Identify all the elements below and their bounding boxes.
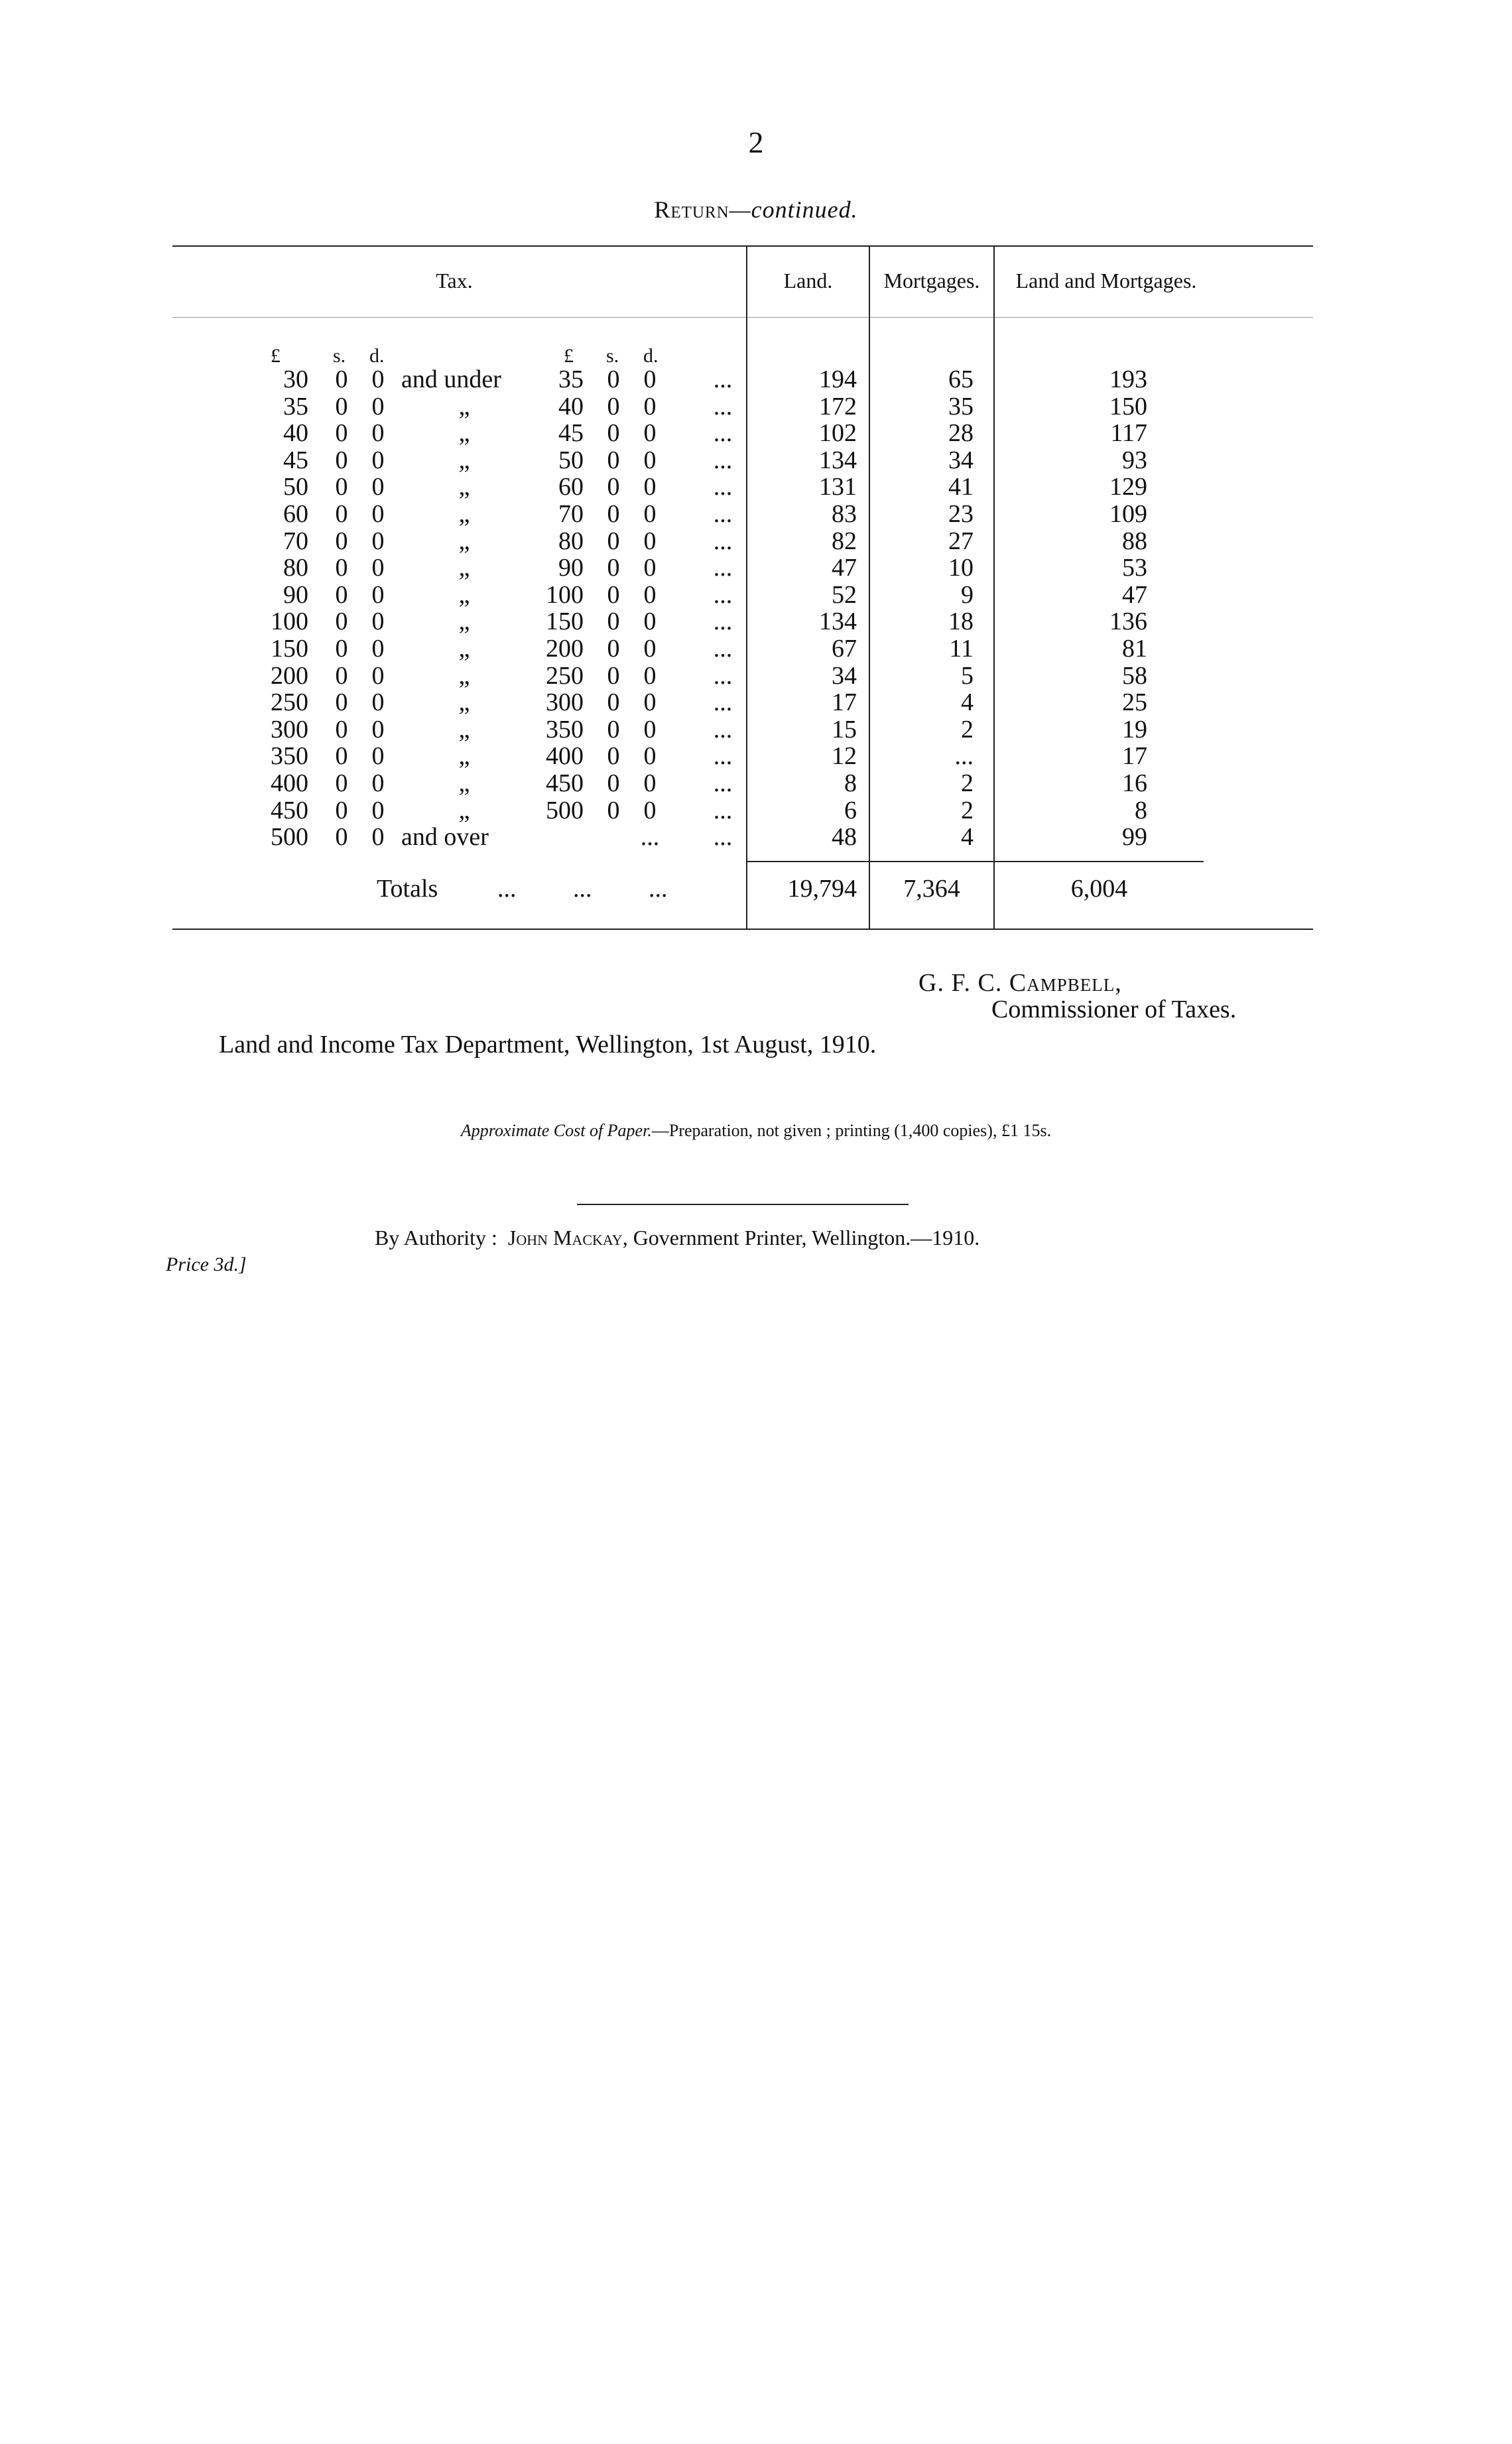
- cell-tax-to-pence: 0: [643, 527, 657, 555]
- cell-tax-from-shillings: 0: [335, 715, 348, 743]
- cell-tax-conjunction: „: [458, 715, 470, 743]
- cell-tax-to-shillings: 0: [607, 446, 620, 474]
- cell-tax-to-pence: 0: [643, 661, 657, 690]
- table-row: [0, 824, 1512, 851]
- cell-tax-to-shillings: 0: [607, 608, 620, 636]
- totals-mortgages: 7,364: [903, 875, 960, 903]
- cell-tax-from-pounds: 40: [283, 419, 308, 448]
- cell-mortgages: ...: [954, 742, 974, 771]
- cell-land-and-mortgages: 88: [1122, 527, 1147, 555]
- cell-tax-from-pence: 0: [371, 715, 385, 743]
- cell-tax-from-pounds: 500: [271, 823, 308, 852]
- signature-title: Commissioner of Taxes.: [991, 996, 1237, 1023]
- cell-tax-from-pounds: 45: [283, 446, 308, 474]
- cell-land-and-mortgages: 193: [1109, 365, 1147, 393]
- cell-tax-from-shillings: 0: [335, 580, 348, 609]
- totals-label: Totals: [377, 875, 438, 903]
- cell-tax-to-pence: 0: [643, 500, 657, 528]
- cell-land: 172: [819, 392, 857, 420]
- cell-tax-to-pounds: 50: [558, 446, 584, 474]
- cell-tax-conjunction: „: [458, 446, 470, 474]
- cell-leader-dots: ...: [713, 554, 733, 582]
- cell-tax-to-shillings: 0: [607, 742, 620, 771]
- price-note: Price 3d.]: [166, 1254, 247, 1275]
- cell-tax-conjunction: „: [458, 661, 470, 690]
- cell-leader-dots: ...: [713, 635, 733, 663]
- cell-land-and-mortgages: 109: [1109, 500, 1147, 528]
- cell-land: 48: [832, 823, 857, 852]
- cell-leader-dots: ...: [713, 608, 733, 636]
- cell-tax-from-pounds: 150: [271, 635, 308, 663]
- cell-mortgages: 28: [948, 419, 974, 448]
- cell-tax-conjunction: „: [458, 392, 470, 420]
- table-row: [0, 528, 1512, 555]
- cost-note: [0, 1121, 1512, 1141]
- cell-mortgages: 9: [961, 580, 974, 609]
- cell-land: 134: [819, 608, 857, 636]
- cell-tax-from-pence: 0: [371, 473, 385, 501]
- cell-land-and-mortgages: 117: [1110, 419, 1147, 448]
- cell-tax-from-pence: 0: [371, 500, 385, 528]
- cost-note-text: —Preparation, not given ; printing (1,400 copies), £1 15s.: [651, 1121, 1052, 1140]
- cell-land-and-mortgages: 99: [1122, 823, 1147, 852]
- cell-tax-to-shillings: 0: [607, 365, 620, 393]
- table-row: [0, 582, 1512, 609]
- signature-name: [918, 968, 1122, 997]
- cell-tax-from-pence: 0: [371, 769, 385, 797]
- cell-leader-dots: ...: [713, 392, 733, 420]
- cell-tax-from-pounds: 50: [283, 473, 308, 501]
- cell-leader-dots: ...: [713, 419, 733, 448]
- cell-tax-from-pounds: 100: [271, 608, 308, 636]
- cell-tax-conjunction: „: [458, 635, 470, 663]
- header-land: Land.: [783, 269, 833, 292]
- table-row: [0, 608, 1512, 635]
- cell-tax-to-pounds: 80: [558, 527, 584, 555]
- cell-tax-to-pence: 0: [643, 796, 657, 824]
- cell-tax-from-pence: 0: [371, 742, 385, 771]
- cell-land: 15: [832, 715, 857, 743]
- cell-tax-to-shillings: 0: [607, 769, 620, 797]
- cell-tax-from-pounds: 250: [271, 688, 308, 717]
- cell-tax-to-shillings: 0: [607, 715, 620, 743]
- cell-tax-conjunction: „: [458, 769, 470, 797]
- cell-leader-dots: ...: [713, 715, 733, 743]
- cell-tax-from-shillings: 0: [335, 473, 348, 501]
- cell-leader-dots: ...: [713, 580, 733, 609]
- unit-shilling-to: s.: [606, 345, 619, 367]
- cell-tax-to-shillings: 0: [607, 796, 620, 824]
- cell-mortgages: 34: [948, 446, 974, 474]
- cell-tax-from-pence: 0: [371, 796, 385, 824]
- cell-tax-from-pence: 0: [371, 580, 385, 609]
- authority-line: [375, 1226, 979, 1250]
- cell-leader-dots: ...: [713, 688, 733, 717]
- signature-surname: Campbell,: [1009, 969, 1122, 997]
- cell-leader-dots: ...: [713, 365, 733, 393]
- table-row: [0, 420, 1512, 447]
- cell-tax-from-pounds: 35: [283, 392, 308, 420]
- cell-land: 34: [832, 661, 857, 690]
- cell-mortgages: 4: [961, 823, 974, 852]
- cell-tax-from-pence: 0: [371, 392, 385, 420]
- cell-land-and-mortgages: 25: [1122, 688, 1147, 717]
- cell-tax-conjunction: and over: [401, 823, 489, 852]
- cell-tax-from-shillings: 0: [335, 688, 348, 717]
- title-continued: —continued.: [729, 196, 858, 223]
- cell-tax-to-pounds: 35: [558, 365, 584, 393]
- cell-land: 131: [819, 473, 857, 501]
- cell-tax-to-pence: 0: [643, 365, 657, 393]
- cell-land: 83: [832, 500, 857, 528]
- cell-tax-to-shillings: 0: [607, 500, 620, 528]
- cell-tax-from-pence: 0: [371, 527, 385, 555]
- header-tax: Tax.: [436, 269, 473, 292]
- cell-land: 17: [832, 688, 857, 717]
- cell-tax-to-pounds: 450: [546, 769, 584, 797]
- cell-land-and-mortgages: 17: [1122, 742, 1147, 771]
- cell-leader-dots: ...: [713, 742, 733, 771]
- cell-land-and-mortgages: 93: [1122, 446, 1147, 474]
- cell-mortgages: 23: [948, 500, 974, 528]
- cell-land: 82: [832, 527, 857, 555]
- cell-tax-from-shillings: 0: [335, 608, 348, 636]
- cell-land: 67: [832, 635, 857, 663]
- table-row: [0, 663, 1512, 690]
- cell-tax-from-pounds: 400: [271, 769, 308, 797]
- cell-tax-from-pence: 0: [371, 688, 385, 717]
- cell-tax-conjunction: „: [458, 554, 470, 582]
- cell-tax-from-pounds: 300: [271, 715, 308, 743]
- cell-tax-from-shillings: 0: [335, 527, 348, 555]
- cell-tax-from-pence: 0: [371, 635, 385, 663]
- cell-tax-from-pence: 0: [371, 554, 385, 582]
- table-row: [0, 689, 1512, 716]
- table-row: [0, 474, 1512, 501]
- cell-tax-to-shillings: 0: [607, 635, 620, 663]
- cell-tax-from-pounds: 450: [271, 796, 308, 824]
- cell-tax-to-pounds: 40: [558, 392, 584, 420]
- cell-tax-conjunction: „: [458, 580, 470, 609]
- authority-prefix: By Authority :: [375, 1226, 508, 1250]
- cell-tax-from-shillings: 0: [335, 661, 348, 690]
- cell-tax-to-pounds: 250: [546, 661, 584, 690]
- cell-land: 194: [819, 365, 857, 393]
- cell-tax-conjunction: „: [458, 608, 470, 636]
- cell-tax-from-pounds: 80: [283, 554, 308, 582]
- cell-tax-conjunction: and under: [401, 365, 501, 393]
- cell-mortgages: 5: [961, 661, 974, 690]
- cell-tax-to-pence: 0: [643, 688, 657, 717]
- cell-tax-to-pence: 0: [643, 446, 657, 474]
- page-number: 2: [748, 125, 764, 159]
- cell-leader-dots: ...: [713, 769, 733, 797]
- cell-tax-to-pence: 0: [643, 742, 657, 771]
- cell-leader-dots: ...: [713, 823, 733, 852]
- cell-land-and-mortgages: 53: [1122, 554, 1147, 582]
- cell-tax-to-pounds: 300: [546, 688, 584, 717]
- cell-tax-from-shillings: 0: [335, 392, 348, 420]
- cell-mortgages: 41: [948, 473, 974, 501]
- cell-land-and-mortgages: 150: [1109, 392, 1147, 420]
- cell-land-and-mortgages: 8: [1135, 796, 1147, 824]
- cell-land: 12: [832, 742, 857, 771]
- cell-mortgages: 2: [961, 715, 974, 743]
- cell-mortgages: 27: [948, 527, 974, 555]
- totals-dots: ... ... ...: [497, 875, 668, 903]
- cell-tax-to-pounds: 150: [546, 608, 584, 636]
- cell-tax-conjunction: „: [458, 419, 470, 448]
- cell-land: 8: [844, 769, 857, 797]
- cell-tax-conjunction: „: [458, 742, 470, 771]
- cell-mortgages: 2: [961, 796, 974, 824]
- cell-tax-conjunction: „: [458, 796, 470, 824]
- cell-tax-from-pence: 0: [371, 823, 385, 852]
- unit-shilling-from: s.: [333, 345, 346, 367]
- header-mortgages: Mortgages.: [883, 269, 980, 292]
- title-return: Return: [654, 196, 729, 223]
- table-row: [0, 743, 1512, 770]
- cell-tax-conjunction: „: [458, 473, 470, 501]
- table-row: [0, 770, 1512, 797]
- authority-suffix: , Government Printer, Wellington.—1910.: [622, 1226, 980, 1250]
- cell-leader-dots: ...: [713, 500, 733, 528]
- cell-tax-from-pence: 0: [371, 365, 385, 393]
- cell-mortgages: 2: [961, 769, 974, 797]
- cell-tax-conjunction: „: [458, 688, 470, 717]
- cell-land-and-mortgages: 136: [1109, 608, 1147, 636]
- cell-leader-dots: ...: [713, 796, 733, 824]
- cell-land-and-mortgages: 47: [1122, 580, 1147, 609]
- table-top-rule: [172, 245, 1313, 247]
- footer-rule: [577, 1204, 909, 1205]
- table-row: [0, 447, 1512, 474]
- unit-pound-to: £: [564, 345, 574, 367]
- cell-land-and-mortgages: 19: [1122, 715, 1147, 743]
- table-row: [0, 366, 1512, 393]
- cell-tax-to-pounds: 100: [546, 580, 584, 609]
- cell-land-and-mortgages: 129: [1109, 473, 1147, 501]
- authority-printer: John Mackay: [507, 1226, 623, 1250]
- cell-land: 47: [832, 554, 857, 582]
- cell-tax-from-pounds: 60: [283, 500, 308, 528]
- signature-initials: G. F. C.: [918, 969, 1009, 997]
- cell-tax-from-pence: 0: [371, 661, 385, 690]
- cell-tax-to-pounds: 70: [558, 500, 584, 528]
- cell-land-and-mortgages: 58: [1122, 661, 1147, 690]
- cell-tax-to-pence: 0: [643, 715, 657, 743]
- table-row: [0, 635, 1512, 663]
- unit-pence-from: d.: [369, 345, 385, 367]
- cell-tax-to-pence: 0: [643, 473, 657, 501]
- cell-tax-from-pounds: 70: [283, 527, 308, 555]
- cell-tax-to-pence: 0: [643, 580, 657, 609]
- cell-land: 102: [819, 419, 857, 448]
- table-bottom-rule: [172, 929, 1313, 930]
- cell-tax-to-shillings: 0: [607, 473, 620, 501]
- cell-tax-from-shillings: 0: [335, 419, 348, 448]
- unit-pence-to: d.: [643, 345, 659, 367]
- cell-tax-to-pounds: 350: [546, 715, 584, 743]
- cell-tax-to-pounds: 90: [558, 554, 584, 582]
- header-land-and-mortgages: Land and Mortgages.: [1015, 269, 1197, 292]
- cell-land-and-mortgages: 16: [1122, 769, 1147, 797]
- cell-mortgages: 18: [948, 608, 974, 636]
- cell-tax-conjunction: „: [458, 500, 470, 528]
- cell-tax-to-shillings: 0: [607, 661, 620, 690]
- cell-tax-from-pounds: 90: [283, 580, 308, 609]
- cell-land: 52: [832, 580, 857, 609]
- cell-mortgages: 10: [948, 554, 974, 582]
- cell-tax-from-shillings: 0: [335, 446, 348, 474]
- cell-tax-from-pounds: 200: [271, 661, 308, 690]
- cell-tax-to-pounds: 400: [546, 742, 584, 771]
- cell-tax-to-pounds: 200: [546, 635, 584, 663]
- cell-tax-from-shillings: 0: [335, 554, 348, 582]
- cell-tax-to-pence: 0: [643, 419, 657, 448]
- department-line: Land and Income Tax Department, Wellington, 1st August, 1910.: [219, 1031, 877, 1059]
- cell-tax-to-pence: ...: [640, 823, 660, 852]
- unit-pound-from: £: [271, 345, 281, 367]
- cell-tax-to-pence: 0: [643, 608, 657, 636]
- cell-tax-to-shillings: 0: [607, 527, 620, 555]
- cell-tax-from-shillings: 0: [335, 635, 348, 663]
- cell-tax-from-shillings: 0: [335, 796, 348, 824]
- table-row: [0, 797, 1512, 824]
- table-row: [0, 554, 1512, 582]
- cell-tax-to-pence: 0: [643, 392, 657, 420]
- cell-leader-dots: ...: [713, 446, 733, 474]
- totals-land: 19,794: [787, 875, 857, 903]
- cell-mortgages: 4: [961, 688, 974, 717]
- cell-tax-from-pounds: 30: [283, 365, 308, 393]
- cell-mortgages: 11: [949, 635, 974, 663]
- cell-mortgages: 35: [948, 392, 974, 420]
- cell-tax-from-shillings: 0: [335, 365, 348, 393]
- cell-tax-to-shillings: 0: [607, 688, 620, 717]
- cell-tax-from-pence: 0: [371, 608, 385, 636]
- cell-tax-to-shillings: 0: [607, 419, 620, 448]
- cell-mortgages: 65: [948, 365, 974, 393]
- cell-land-and-mortgages: 81: [1122, 635, 1147, 663]
- table-row: [0, 501, 1512, 528]
- cell-tax-to-shillings: 0: [607, 392, 620, 420]
- page-title: [0, 196, 1512, 224]
- cost-note-label: Approximate Cost of Paper.: [460, 1121, 652, 1140]
- cell-land: 6: [844, 796, 857, 824]
- cell-leader-dots: ...: [713, 473, 733, 501]
- cell-tax-from-shillings: 0: [335, 769, 348, 797]
- cell-tax-to-pounds: 500: [546, 796, 584, 824]
- cell-leader-dots: ...: [713, 661, 733, 690]
- cell-tax-to-pounds: 60: [558, 473, 584, 501]
- cell-tax-to-pence: 0: [643, 635, 657, 663]
- cell-tax-from-pence: 0: [371, 419, 385, 448]
- cell-tax-to-pounds: 45: [558, 419, 584, 448]
- cell-tax-from-shillings: 0: [335, 500, 348, 528]
- cell-tax-to-shillings: 0: [607, 554, 620, 582]
- table-row: [0, 716, 1512, 743]
- table-header-rule: [172, 317, 1313, 318]
- cell-tax-from-pounds: 350: [271, 742, 308, 771]
- cell-tax-from-shillings: 0: [335, 823, 348, 852]
- cell-tax-to-pence: 0: [643, 554, 657, 582]
- cell-leader-dots: ...: [713, 527, 733, 555]
- cell-tax-conjunction: „: [458, 527, 470, 555]
- table-row: [0, 393, 1512, 420]
- cell-tax-to-shillings: 0: [607, 580, 620, 609]
- totals-land-and-mortgages: 6,004: [1070, 875, 1128, 903]
- cell-land: 134: [819, 446, 857, 474]
- totals-top-rule: [746, 861, 1204, 862]
- cell-tax-to-pence: 0: [643, 769, 657, 797]
- cell-tax-from-shillings: 0: [335, 742, 348, 771]
- cell-tax-from-pence: 0: [371, 446, 385, 474]
